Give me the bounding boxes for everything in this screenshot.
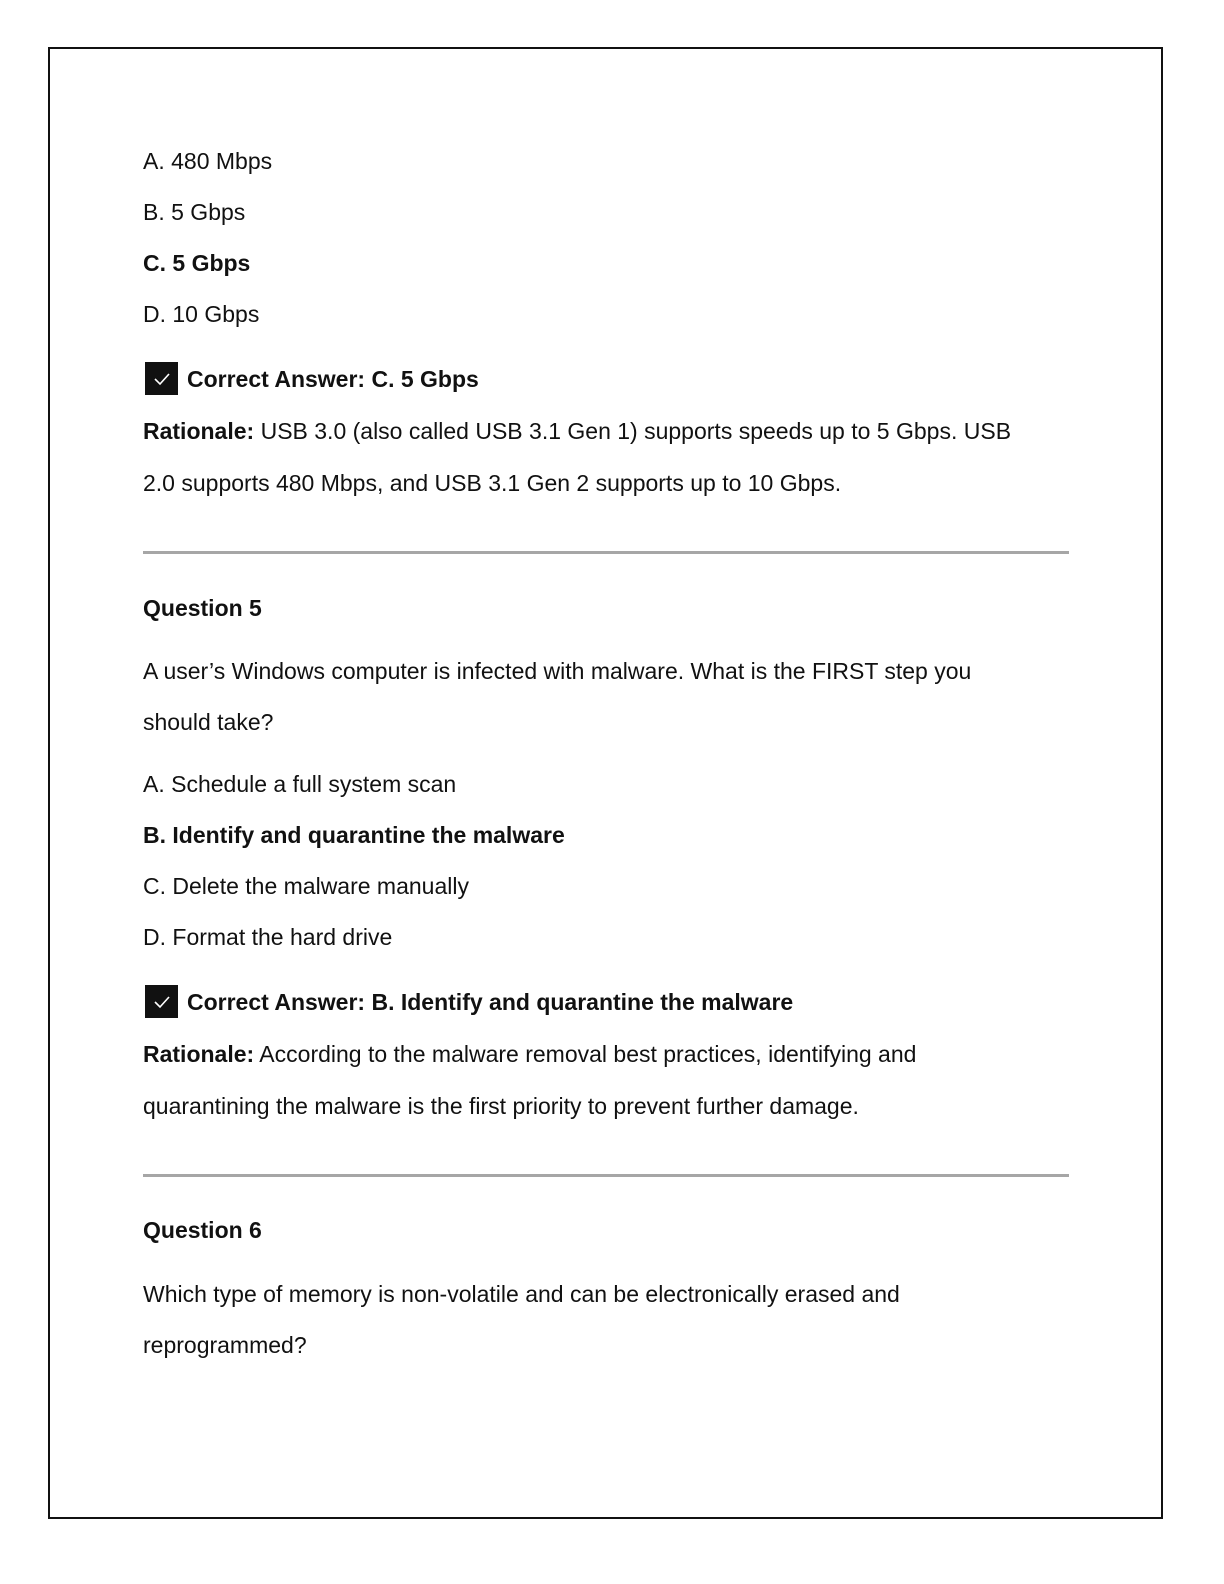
section-divider bbox=[143, 551, 1069, 554]
q5-correct-answer: Correct Answer: B. Identify and quarantine the malware bbox=[187, 989, 794, 1015]
q5-option-d: D. Format the hard drive bbox=[143, 924, 393, 950]
checkmark-icon bbox=[145, 985, 178, 1018]
q5-rationale-line-2: quarantining the malware is the first priority to prevent further damage. bbox=[143, 1093, 859, 1119]
q5-question-line-1: A user’s Windows computer is infected with malware. What is the FIRST step you bbox=[143, 658, 972, 684]
q4-option-c-correct: C. 5 Gbps bbox=[143, 250, 251, 276]
q5-option-a: A. Schedule a full system scan bbox=[143, 771, 457, 797]
q5-rationale-label: Rationale: bbox=[143, 1041, 255, 1067]
q5-rationale-text-1: According to the malware removal best practices, identifying and bbox=[254, 1041, 917, 1067]
q5-title: Question 5 bbox=[143, 595, 262, 621]
q4-correct-answer: Correct Answer: C. 5 Gbps bbox=[187, 366, 479, 392]
q6-title: Question 6 bbox=[143, 1217, 262, 1243]
q6-question-line-2: reprogrammed? bbox=[143, 1332, 307, 1358]
q5-rationale-line-1 bbox=[143, 1039, 916, 1069]
q4-option-b: B. 5 Gbps bbox=[143, 199, 246, 225]
q4-option-a: A. 480 Mbps bbox=[143, 148, 273, 174]
section-divider bbox=[143, 1174, 1069, 1177]
q5-option-b-correct: B. Identify and quarantine the malware bbox=[143, 822, 565, 848]
q4-rationale-label: Rationale: bbox=[143, 418, 255, 444]
q5-question-line-2: should take? bbox=[143, 709, 274, 735]
q4-rationale-line-1 bbox=[143, 416, 1011, 446]
checkmark-icon bbox=[145, 362, 178, 395]
q4-rationale-line-2: 2.0 supports 480 Mbps, and USB 3.1 Gen 2 supports up to 10 Gbps. bbox=[143, 470, 842, 496]
q4-rationale-text-1: USB 3.0 (also called USB 3.1 Gen 1) supports speeds up to 5 Gbps. USB bbox=[254, 418, 1012, 444]
q6-question-line-1: Which type of memory is non-volatile and can be electronically erased and bbox=[143, 1281, 900, 1307]
q5-option-c: C. Delete the malware manually bbox=[143, 873, 469, 899]
q4-option-d: D. 10 Gbps bbox=[143, 301, 260, 327]
